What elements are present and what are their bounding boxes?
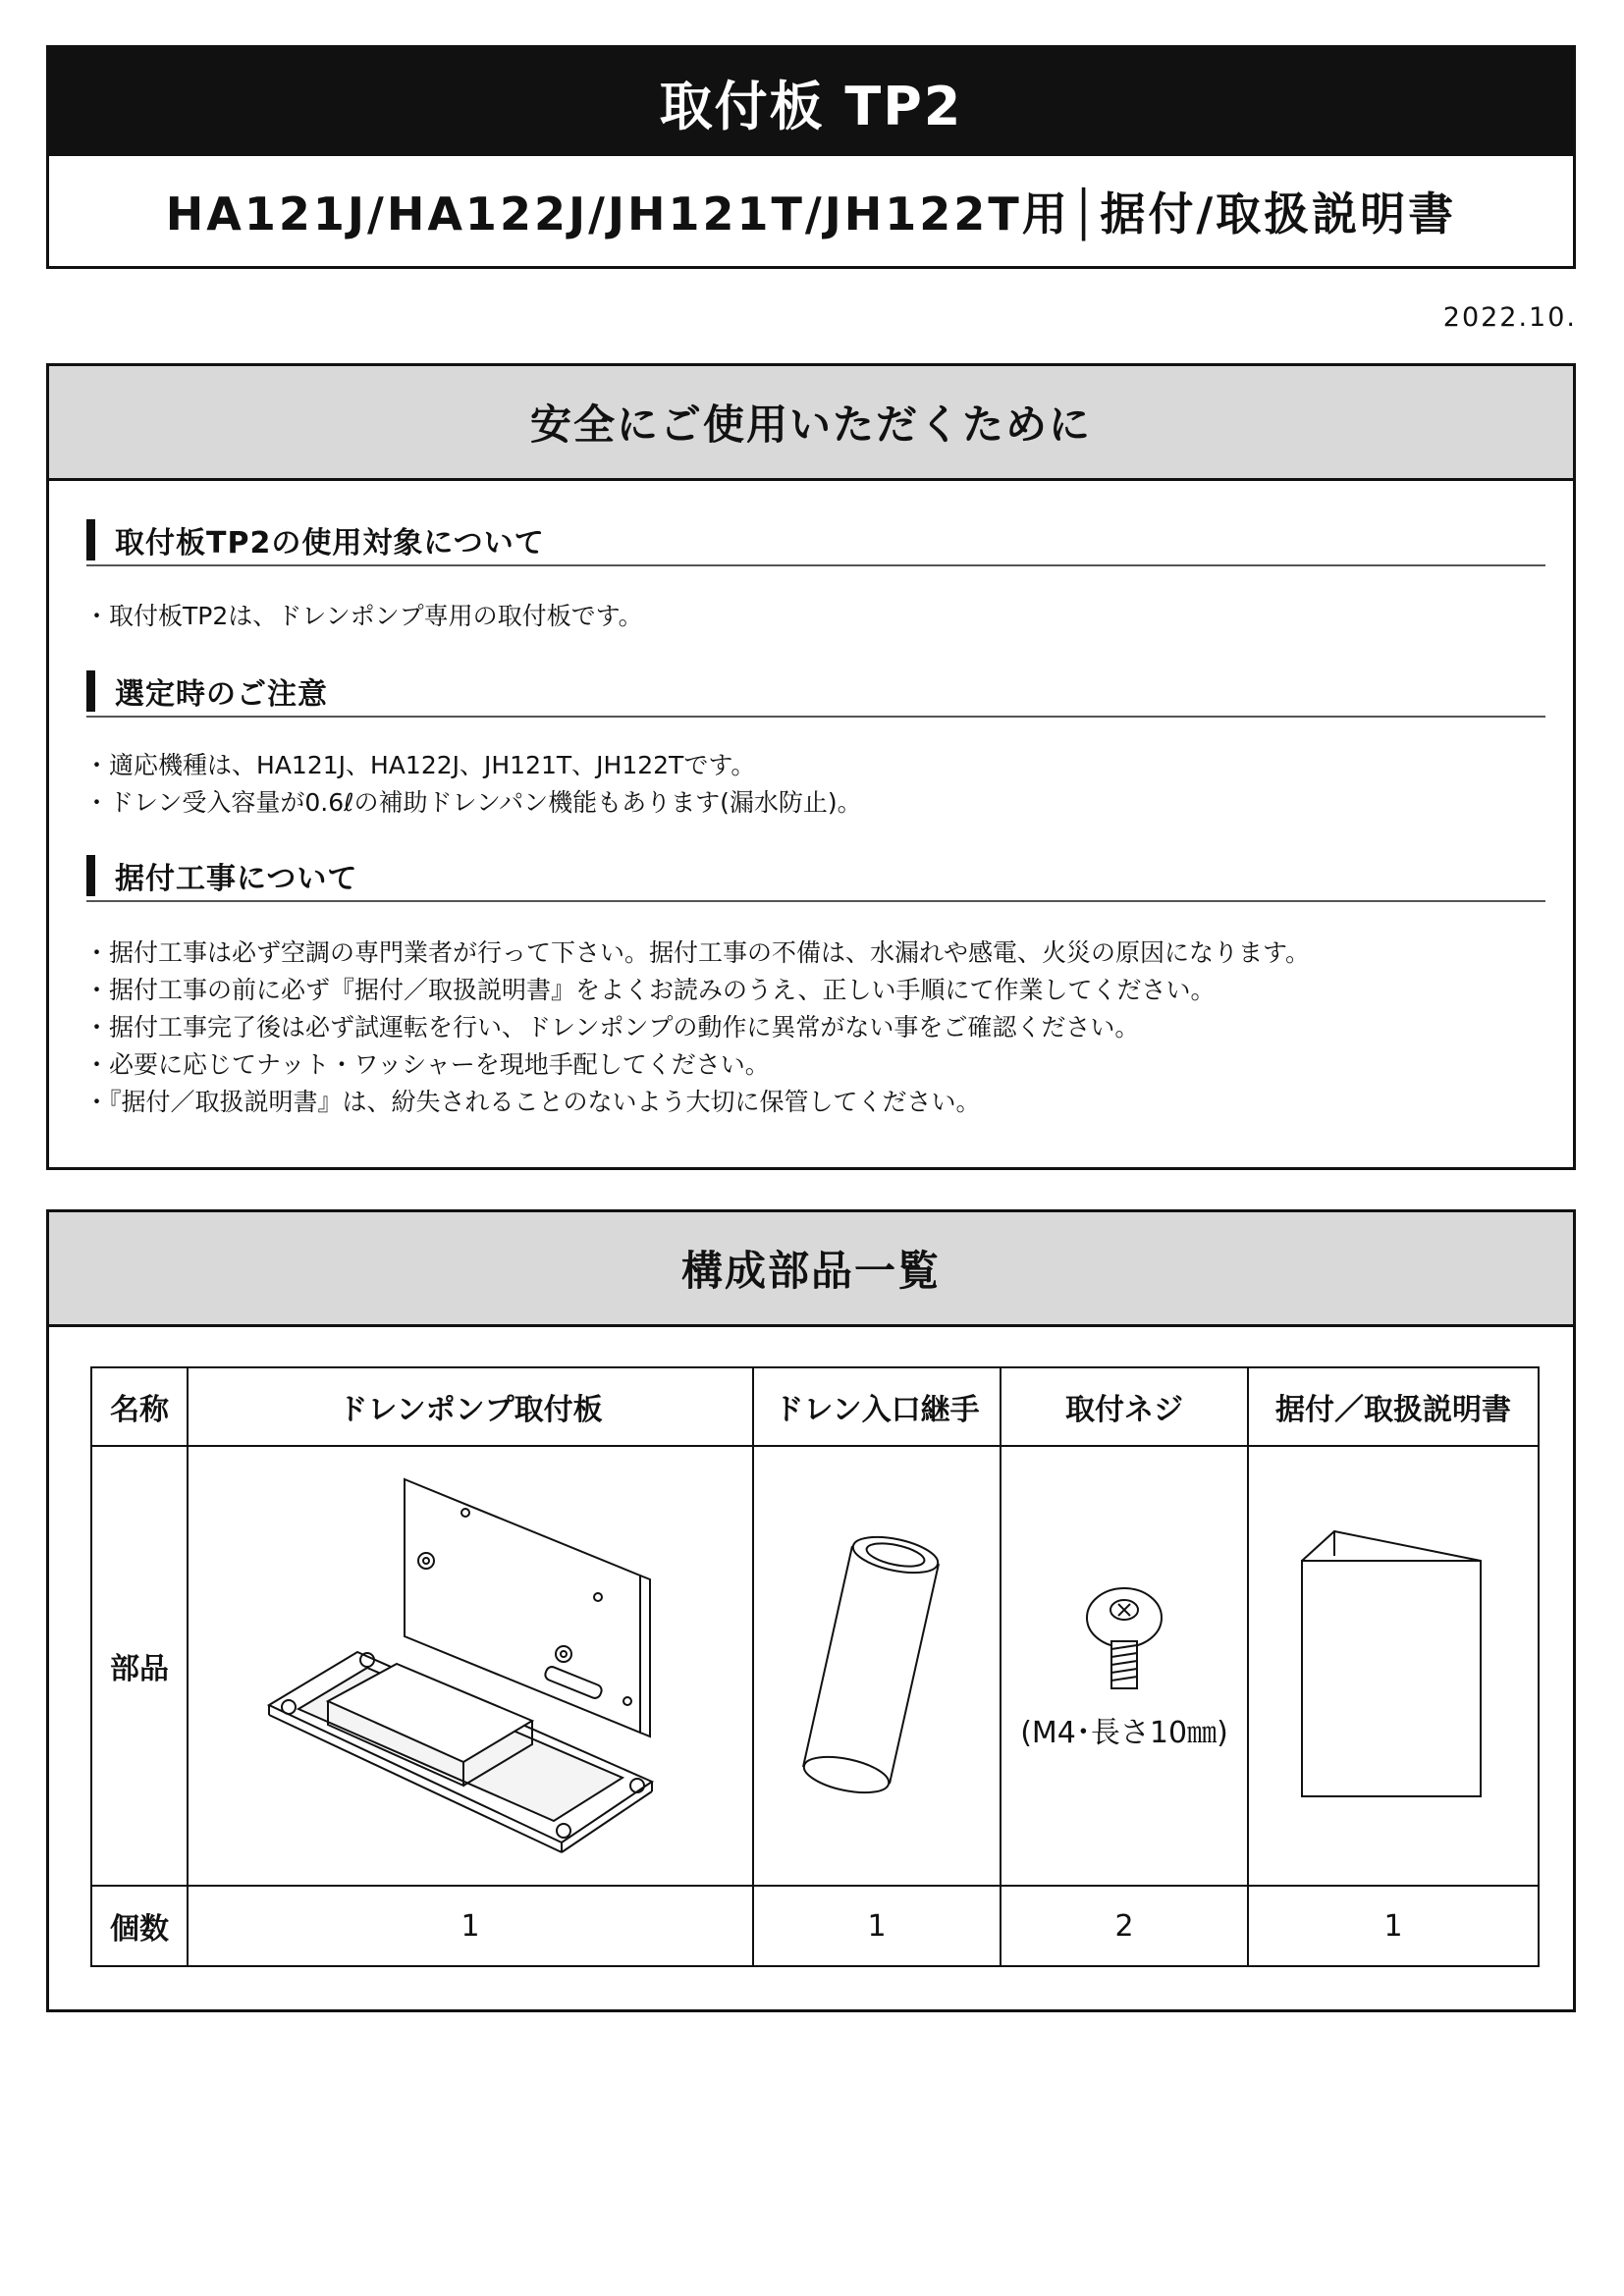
part-image-cell: [1248, 1446, 1539, 1886]
mounting-plate-icon: [259, 1458, 681, 1870]
usage-list: [84, 598, 643, 635]
safety-heading: 安全にご使用いただくために: [49, 366, 1573, 481]
part-image-cell: [1001, 1446, 1248, 1886]
list-item: ・ 据付工事の前に必ず『据付／取扱説明書』をよくお読みのうえ、正しい手順にて作業してください。: [84, 972, 1310, 1009]
list-item: ・ 据付工事は必ず空調の専門業者が行って下さい。据付工事の不備は、水漏れや感電、火災の原因になります。: [84, 934, 1310, 972]
heading-bar: [86, 855, 95, 896]
screw-spec: (M4･長さ10㎜): [1020, 1716, 1228, 1750]
table-row: [91, 1367, 1539, 1446]
list-item: ・ 適応機種は、HA121J、HA122J、JH121T、JH122Tです。: [84, 747, 862, 784]
subsection-title: 据付工事について: [115, 862, 358, 896]
page-subtitle: HA121J/HA122J/JH121T/JH122T用│据付/取扱説明書: [165, 187, 1457, 240]
list-item: ・ 取付板TP2は、ドレンポンプ専用の取付板です。: [84, 598, 643, 635]
subsection-heading-installation: [86, 851, 1545, 902]
screw-icon: [1070, 1580, 1178, 1698]
page-title: 取付板 TP2: [49, 48, 1573, 156]
part-count: 2: [1001, 1886, 1248, 1966]
table-row: [91, 1886, 1539, 1966]
parts-section: [46, 1209, 1576, 2012]
pipe-joint-icon: [793, 1517, 960, 1811]
part-image-cell: [753, 1446, 1001, 1886]
installation-list: [84, 934, 1310, 1121]
part-name: 据付／取扱説明書: [1248, 1367, 1539, 1446]
part-count: 1: [753, 1886, 1001, 1966]
subsection-title: 取付板TP2の使用対象について: [115, 526, 545, 561]
row-label-part: 部品: [91, 1446, 188, 1886]
subsection-title: 選定時のご注意: [115, 677, 328, 712]
part-name: ドレン入口継手: [753, 1367, 1001, 1446]
row-label-name: 名称: [91, 1367, 188, 1446]
manual-icon: [1300, 1526, 1487, 1801]
issue-date: 2022.10.: [1442, 302, 1577, 333]
list-item: ・ 『据付／取扱説明書』は、紛失されることのないよう大切に保管してください。: [84, 1084, 1310, 1121]
heading-bar: [86, 670, 95, 712]
heading-bar: [86, 519, 95, 561]
list-item: ・ 必要に応じてナット・ワッシャーを現地手配してください。: [84, 1046, 1310, 1084]
part-name: 取付ネジ: [1001, 1367, 1248, 1446]
part-image-cell: [188, 1446, 753, 1886]
part-count: 1: [188, 1886, 753, 1966]
list-item: ・ 据付工事完了後は必ず試運転を行い、ドレンポンプの動作に異常がない事をご確認ください。: [84, 1009, 1310, 1046]
selection-list: [84, 747, 862, 822]
table-row: [91, 1446, 1539, 1886]
part-name: ドレンポンプ取付板: [188, 1367, 753, 1446]
parts-table: [90, 1366, 1540, 1967]
safety-section: [46, 363, 1576, 1170]
parts-heading: 構成部品一覧: [49, 1212, 1573, 1327]
title-box: [46, 45, 1576, 269]
row-label-count: 個数: [91, 1886, 188, 1966]
part-count: 1: [1248, 1886, 1539, 1966]
list-item: ・ ドレン受入容量が0.6ℓの補助ドレンパン機能もあります(漏水防止)。: [84, 784, 862, 822]
subsection-heading-usage: [86, 515, 1545, 566]
subsection-heading-selection: [86, 667, 1545, 718]
